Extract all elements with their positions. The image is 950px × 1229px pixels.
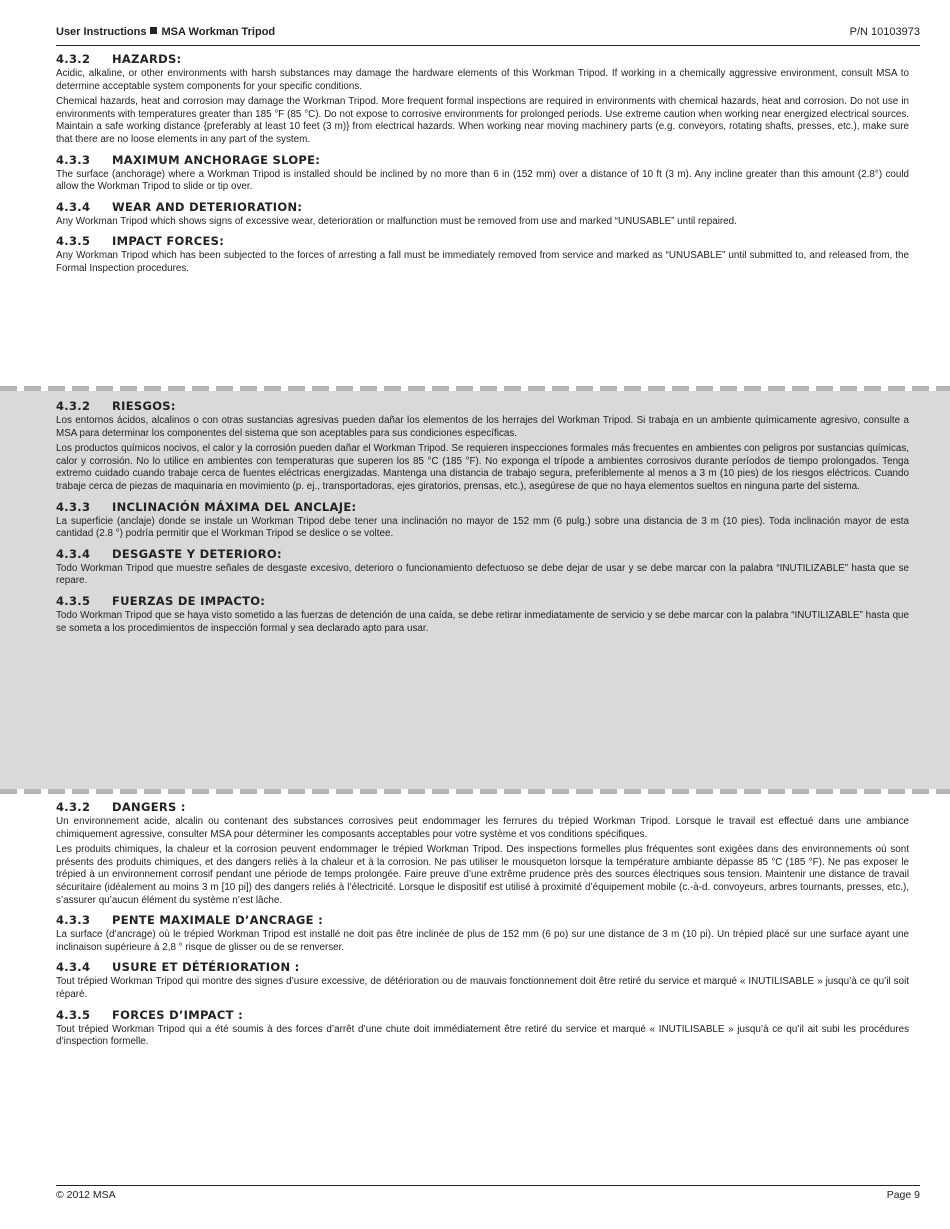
body-paragraph: Todo Workman Tripod que muestre señales de desgaste excesivo, deterioro o funcionamiento defectuoso se debe dejar de usar y se debe marcar con la palabra “INUTILIZABLE” hasta que se repare. xyxy=(56,562,910,587)
subsection-number: 4.3.2 xyxy=(56,800,91,814)
page-footer xyxy=(56,1185,920,1202)
copyright: © 2012 MSA xyxy=(56,1189,116,1201)
subsection-heading xyxy=(56,52,922,66)
header-title-part2: MSA Workman Tripod xyxy=(161,26,276,38)
english-content xyxy=(56,52,922,282)
subsection-number: 4.3.3 xyxy=(56,913,91,928)
english-section xyxy=(0,52,950,382)
french-content xyxy=(56,800,922,1055)
subsection-title: DANGERS : xyxy=(112,800,186,814)
body-paragraph: Les produits chimiques, la chaleur et la corrosion peuvent endommager le trépied Workman Tripod. Des inspections formelles plus fréquentes sont exigées dans des environnements où sont présents des produits chimiques, et des dangers reliés à la chaleur et à la corrosion. Ne pas utiliser le mousqueton lorsque la température ambiante dépasse 85 °C (185 °F). Ne pas exposer le trépied à un environnement corrosif pendant une période de temps prolongée. Faire preuve d’une extrême prudence près des sources électriques sous tension. Maintenir une distance de travail sécuritaire (idéalement au moins 3 m [10 pi]) des dangers reliés à l’électricité. Lorsque le dispositif est utilisé à proximité d’équipement mobile (c.-à-d. convoyeurs, arbres tournants, presses, etc.), s’assurer qu’aucun élément du système n’est lâche. xyxy=(56,844,910,906)
body-paragraph: Tout trépied Workman Tripod qui montre des signes d’usure excessive, de détérioration ou de mauvais fonctionnement doit être retiré du service et marqué « INUTILISABLE » jusqu’à ce qu’il soit réparé. xyxy=(56,976,910,1000)
subsection-title: FUERZAS DE IMPACTO: xyxy=(112,593,266,608)
body-paragraph: Tout trépied Workman Tripod qui a été soumis à des forces d’arrêt d’une chute doit immédiatement être retiré du service et marqué « INUTILISABLE » jusqu’à ce qu’il ait subi les procédures d’inspection formelle. xyxy=(56,1023,910,1048)
subsection-heading xyxy=(56,200,922,214)
document-title xyxy=(56,26,275,38)
spanish-section xyxy=(0,391,950,789)
subsection-title: PENTE MAXIMALE D’ANCRAGE : xyxy=(112,913,323,928)
subsection-4-3-5 xyxy=(56,1008,922,1049)
subsection-heading xyxy=(56,800,922,814)
subsection-title: MAXIMUM ANCHORAGE SLOPE: xyxy=(112,152,321,167)
header-title-part1: User Instructions xyxy=(56,26,147,38)
subsection-4-3-5 xyxy=(56,234,922,275)
subsection-heading xyxy=(56,594,922,608)
body-paragraph: Todo Workman Tripod que se haya visto sometido a las fuerzas de detención de una caída, se debe retirar inmediatamente de servicio y se debe marcar con la palabra “INUTILIZABLE” hasta que se someta a los procedimientos de inspección formal y sea declarado apto para usar. xyxy=(56,609,910,634)
subsection-heading xyxy=(56,1008,922,1022)
subsection-number: 4.3.5 xyxy=(56,234,91,249)
subsection-4-3-4 xyxy=(56,547,922,588)
subsection-4-3-2 xyxy=(56,800,922,907)
body-paragraph: Chemical hazards, heat and corrosion may damage the Workman Tripod. More frequent formal inspections are required in environments with chemical hazards, heat and corrosion. Do not use in environments with temperatures greater than 185 °F (85 °C). Do not expose to corrosive environments for prolonged periods. Use extreme caution when working near energized electrical sources. Maintain a safe working distance {preferably at least 10 feet (3 m)} from electrical hazards. When working near moving machinery parts (e.g. conveyors, rotating shafts, presses, etc.), make sure that there are no loose elements in any part of the system. xyxy=(56,96,910,145)
square-bullet-icon xyxy=(150,27,157,34)
body-paragraph: La superficie (anclaje) donde se instale un Workman Tripod debe tener una inclinación no mayor de 152 mm (6 pulg.) sobre una distancia de 3 m (10 pies). Toda inclinación mayor de esta cantidad (2.8 °) podría permitir que el Workman Tripod se deslice o se voltee. xyxy=(56,515,910,540)
subsection-heading xyxy=(56,547,922,561)
subsection-4-3-4 xyxy=(56,200,922,229)
subsection-number: 4.3.4 xyxy=(56,546,91,561)
section-divider-bottom xyxy=(0,789,950,794)
subsection-4-3-2 xyxy=(56,399,922,494)
part-number: P/N 10103973 xyxy=(849,26,920,38)
body-paragraph: Any Workman Tripod which shows signs of excessive wear, deterioration or malfunction must be removed from use and marked “UNUSABLE” until repaired. xyxy=(56,215,737,227)
subsection-number: 4.3.4 xyxy=(56,960,91,975)
subsection-4-3-4 xyxy=(56,960,922,1001)
subsection-heading xyxy=(56,913,922,927)
subsection-title: INCLINACIÓN MÁXIMA DEL ANCLAJE: xyxy=(112,499,357,514)
body-paragraph: Acidic, alkaline, or other environments with harsh substances may damage the hardware elements of this Workman Tripod. If working in a chemically aggressive environment, consult MSA to determine acceptable system components for your specific conditions. xyxy=(56,68,910,92)
subsection-title: DESGASTE Y DETERIORO: xyxy=(112,546,282,561)
subsection-title: WEAR AND DETERIORATION: xyxy=(112,199,303,214)
subsection-title: IMPACT FORCES: xyxy=(112,234,225,249)
subsection-4-3-2 xyxy=(56,52,922,147)
subsection-number: 4.3.4 xyxy=(56,199,91,214)
subsection-number: 4.3.2 xyxy=(56,399,91,413)
page-number: Page 9 xyxy=(886,1189,920,1201)
subsection-4-3-5 xyxy=(56,594,922,635)
subsection-number: 4.3.2 xyxy=(56,52,91,66)
body-paragraph: Los entornos ácidos, alcalinos o con otras sustancias agresivas pueden dañar los elementos de los herrajes del Workman Tripod. Si trabaja en un ambiente químicamente agresivo, consulte a MSA para determinar los componentes del sistema que son aceptables para sus condiciones específicas. xyxy=(56,415,910,439)
subsection-number: 4.3.3 xyxy=(56,152,91,167)
subsection-heading xyxy=(56,399,922,413)
subsection-title: RIESGOS: xyxy=(112,399,176,413)
subsection-4-3-3 xyxy=(56,913,922,954)
page-header xyxy=(56,25,920,46)
subsection-heading xyxy=(56,153,922,167)
subsection-4-3-3 xyxy=(56,153,922,194)
subsection-heading xyxy=(56,960,922,974)
subsection-title: USURE ET DÉTÉRIORATION : xyxy=(112,960,300,975)
french-section xyxy=(0,800,950,1180)
subsection-heading xyxy=(56,234,922,248)
subsection-number: 4.3.5 xyxy=(56,593,91,608)
body-paragraph: The surface (anchorage) where a Workman Tripod is installed should be inclined by no more than 6 in (152 mm) over a distance of 10 ft (3 m). Any incline greater than this amount (2.8°) could allow the Workman Tripod to slide or tip over. xyxy=(56,168,910,193)
subsection-number: 4.3.5 xyxy=(56,1007,91,1022)
subsection-title: HAZARDS: xyxy=(112,52,182,66)
body-paragraph: Los productos químicos nocivos, el calor y la corrosión pueden dañar el Workman Tripod. Se requieren inspecciones formales más frecuentes en ambientes con peligros por sustancias químicas, calor y corrosión. No lo utilice en ambientes con temperaturas que superen los 85 °C (185 °F). No exponga el trípode a ambientes corrosivos durante períodos de tiempo prolongados. Tenga extremo cuidado cuando trabaje cerca de fuentes eléctricas energizadas. Mantenga una distancia de trabajo segura, preferiblemente al menos a 3 m (10 pies) de los riesgos eléctricos. Cuando trabaje cerca de piezas de maquinaria en movimiento (p. ej., transportadoras, ejes giratorios, prensas, etc.), asegúrese de que no haya elementos sueltos en ninguna parte del sistema. xyxy=(56,443,910,492)
subsection-heading xyxy=(56,500,922,514)
body-paragraph: Un environnement acide, alcalin ou contenant des substances corrosives peut endommager les ferrures du trépied Workman Tripod. Lorsque le travail est effectué dans une ambiance chimiquement agressive, consulter MSA pour déterminer les composants acceptables pour votre système et vos conditions spécifiques. xyxy=(56,816,910,840)
subsection-title: FORCES D’IMPACT : xyxy=(112,1007,243,1022)
spanish-content xyxy=(56,399,922,641)
body-paragraph: La surface (d’ancrage) où le trépied Workman Tripod est installé ne doit pas être inclinée de plus de 152 mm (6 po) sur une distance de 3 m (10 pi). Un trépied placé sur une surface ayant une inclinaison supérieure à 2,8 ° risque de glisser ou de se renverser. xyxy=(56,929,910,953)
body-paragraph: Any Workman Tripod which has been subjected to the forces of arresting a fall must be immediately removed from service and marked as “UNUSABLE” until submitted to, and released from, the Formal Inspection procedures. xyxy=(56,250,910,274)
subsection-4-3-3 xyxy=(56,500,922,541)
subsection-number: 4.3.3 xyxy=(56,499,91,514)
